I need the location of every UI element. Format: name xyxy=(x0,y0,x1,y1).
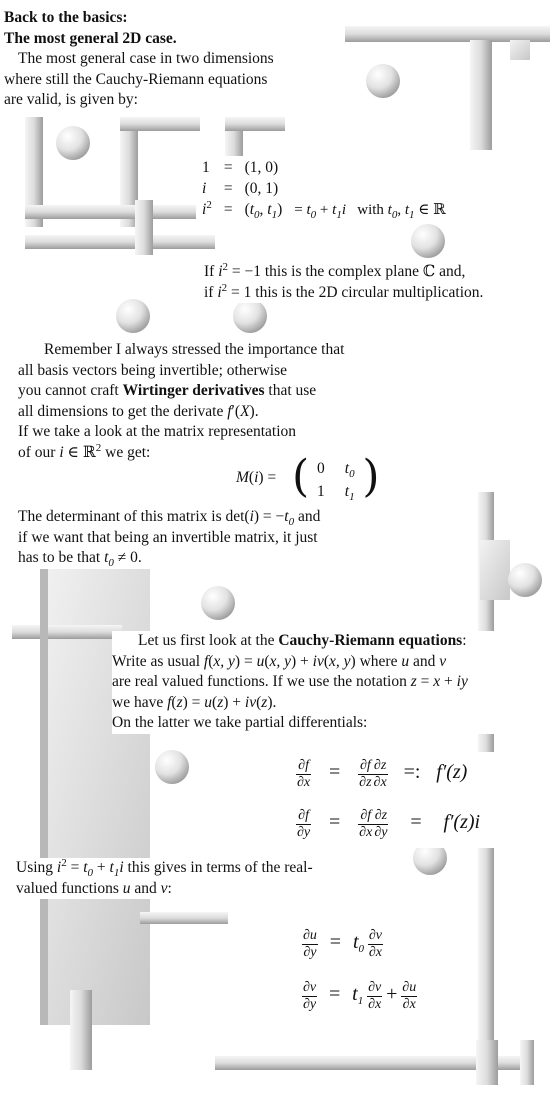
sphere xyxy=(116,299,150,333)
eq-lhs: i xyxy=(202,180,207,198)
note-line-2: if $i^2 = 1$ this is the 2D circular multiplication. xyxy=(204,281,484,301)
heading-line-2: The most general 2D case. xyxy=(4,29,177,47)
partial-row-1: $\frac{\partial f}{\partial x}$ = $\frac{\partial f}{\partial z}$ $\frac{\partial z}{\partial x}$ =: f′(z) xyxy=(297,758,468,790)
eq-rel: = xyxy=(223,159,233,177)
sphere xyxy=(56,126,90,160)
using-block xyxy=(16,858,380,899)
eq-rel: = xyxy=(223,180,233,198)
matrix-block xyxy=(230,451,380,503)
partials-block xyxy=(290,752,546,848)
intro-block xyxy=(4,8,324,111)
sphere xyxy=(155,750,189,784)
eq-tail: = $t_0 + t_1i$ with $t_0$, $t_1$ ∈ ℝ xyxy=(294,202,446,222)
eq-lhs: $i^2$ xyxy=(202,199,212,219)
cauchy-text: Let us first look at the Cauchy-Riemann equations: Write as usual f(x, y) = u(x, y) + iv(x, y) where u and v are real valued functions. If we use the notation z = x + iy we have f(z) = u(z) + iv(z). On the latter we take partial differentials: xyxy=(112,632,468,731)
matrix: ( 0 $t_0$ 1 $t_1$ ) xyxy=(292,451,380,503)
note-line-1: If $i^2 = -1$ this is the complex plane ℂ and, xyxy=(204,260,466,280)
partial-row-2: $\frac{\partial f}{\partial y}$ = $\frac{\partial f}{\partial x}$ $\frac{\partial z}{\partial y}$ = f′(z)i xyxy=(297,808,481,840)
eq-rel: = xyxy=(223,201,233,219)
sphere xyxy=(201,586,235,620)
final-row-1: $\frac{\partial u}{\partial y}$ = $t_0$ $\frac{\partial v}{\partial x}$ xyxy=(303,928,383,960)
remember-block xyxy=(18,340,404,463)
eq-rhs: (0, 1) xyxy=(244,180,279,198)
determinant-text: The determinant of this matrix is $\det(i) = -t_0$ and if we want that being an invertible matrix, it just has to be that $t_0 \ne 0$. xyxy=(18,508,321,570)
eq-rhs: (1, 0) xyxy=(244,159,279,177)
eq-lhs: 1 xyxy=(202,159,210,177)
cauchy-block xyxy=(112,631,546,734)
intro-text: The most general case in two dimensions where still the Cauchy-Riemann equations are valid, is given by: xyxy=(4,50,274,108)
note-block xyxy=(204,262,546,303)
sphere xyxy=(411,224,445,258)
remember-text: Remember I always stressed the importance that all basis vectors being invertible; otherwise you cannot craft Wirtinger derivatives that use all dimensions to get the derivate f′(X). If we take a look at the matrix representation of our i ∈ ℝ$^2$ we get: xyxy=(18,341,345,461)
sphere xyxy=(508,563,542,597)
matrix-label: M(i) = xyxy=(236,469,277,486)
using-text: Using $i^2 = t_0 + t_1i$ this gives in terms of the real- valued functions u and v: xyxy=(16,856,313,897)
sphere xyxy=(233,299,267,333)
basis-equations xyxy=(196,156,544,223)
pipe-bottom-right xyxy=(215,1040,534,1085)
sphere xyxy=(366,64,400,98)
heading-line-1: Back to the basics: xyxy=(4,9,128,26)
eq-rhs: ($t_0$, $t_1$) xyxy=(244,201,283,222)
determinant-block xyxy=(18,507,398,569)
final-row-2: $\frac{\partial v}{\partial y}$ = $t_1$ $\frac{\partial v}{\partial x}$ + $\frac{\partial u}{\partial x}$ xyxy=(303,980,417,1012)
final-equations xyxy=(298,924,478,1016)
